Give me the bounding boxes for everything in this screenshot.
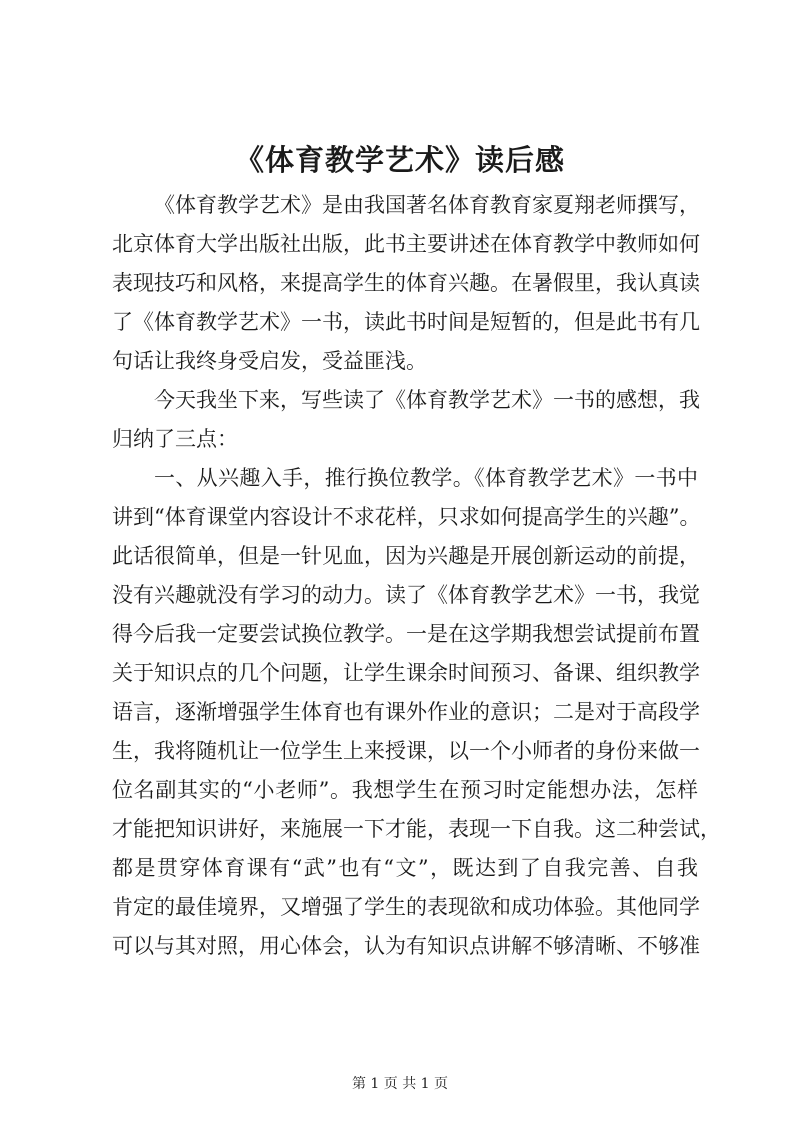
paragraph-1-line-5: 句话让我终身受启发，受益匪浅。 bbox=[112, 349, 427, 373]
paragraph-3-line-5: 得今后我一定要尝试换位教学。一是在这学期我想尝试提前布置 bbox=[112, 622, 700, 646]
paragraph-2-line-1: 今天我坐下来，写些读了《体育教学艺术》一书的感想，我 bbox=[154, 388, 700, 412]
paragraph-1-line-4: 了《体育教学艺术》一书，读此书时间是短暂的，但是此书有几 bbox=[112, 310, 700, 334]
paragraph-3-line-11: 都是贯穿体育课有“武”也有“文”，既达到了自我完善、自我 bbox=[112, 856, 698, 880]
paragraph-3-line-6: 关于知识点的几个问题，让学生课余时间预习、备课、组织教学 bbox=[112, 661, 700, 685]
paragraph-3-line-10: 才能把知识讲好，来施展一下才能，表现一下自我。这二种尝试， bbox=[112, 817, 721, 841]
paragraph-1-line-1: 《体育教学艺术》是由我国著名体育教育家夏翔老师撰写， bbox=[154, 193, 700, 217]
paragraph-3-line-7: 语言，逐渐增强学生体育也有课外作业的意识；二是对于高段学 bbox=[112, 700, 700, 724]
paragraph-3-line-9: 位名副其实的“小老师”。我想学生在预习时定能想办法，怎样 bbox=[112, 778, 698, 802]
paragraph-3-line-13: 可以与其对照，用心体会，认为有知识点讲解不够清晰、不够准 bbox=[112, 934, 700, 958]
document-body bbox=[112, 186, 721, 966]
paragraph-3-line-1: 一、从兴趣入手，推行换位教学。《体育教学艺术》一书中 bbox=[154, 466, 698, 490]
paragraph-1-line-3: 表现技巧和风格，来提高学生的体育兴趣。在暑假里，我认真读 bbox=[112, 271, 700, 295]
paragraph-1-line-2: 北京体育大学出版社出版，此书主要讲述在体育教学中教师如何 bbox=[112, 232, 700, 256]
paragraph-3-line-4: 没有兴趣就没有学习的动力。读了《体育教学艺术》一书，我觉 bbox=[112, 583, 700, 607]
page-footer: 第 1 页 共 1 页 bbox=[351, 1076, 449, 1092]
paragraph-3-line-12: 肯定的最佳境界，又增强了学生的表现欲和成功体验。其他同学 bbox=[112, 895, 700, 919]
document-title: 《体育教学艺术》读后感 bbox=[234, 143, 565, 177]
paragraph-2-line-2: 归纳了三点： bbox=[112, 427, 238, 451]
paragraph-3-line-2: 讲到“体育课堂内容设计不求花样，只求如何提高学生的兴趣”。 bbox=[112, 505, 701, 529]
paragraph-3-line-3: 此话很简单，但是一针见血，因为兴趣是开展创新运动的前提， bbox=[112, 544, 700, 568]
paragraph-3-line-8: 生，我将随机让一位学生上来授课，以一个小师者的身份来做一 bbox=[112, 739, 700, 763]
